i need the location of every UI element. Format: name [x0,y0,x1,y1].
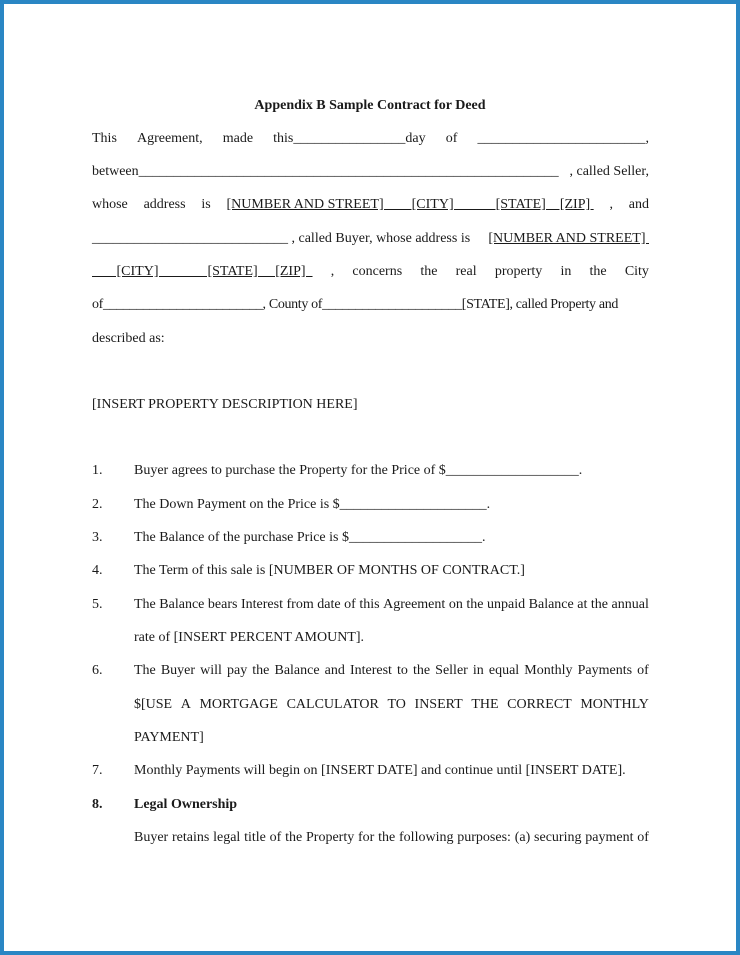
item-number: 2. [92,497,103,512]
item-payment-dates: Monthly Payments will begin on [INSERT DATE] and continue until [INSERT DATE]. [134,763,626,778]
word: of [637,663,649,678]
intro-line-1 [92,131,649,147]
intro-line-3 [92,197,649,213]
word: for [358,830,375,845]
word: MORTGAGE [199,697,278,712]
word: the [420,264,438,279]
word: CALCULATOR [286,697,379,712]
word: the [412,663,431,678]
word: , [609,197,613,212]
word: ____________________________ , called Buyer, whose address is [92,231,471,246]
word: Agreement, [136,131,203,146]
word: the [378,830,396,845]
word: whose [92,197,128,212]
word: MONTHLY [580,697,649,712]
word: The [134,597,156,612]
word: to [397,663,408,678]
word: will [200,663,222,678]
word: of [269,830,282,845]
word: bears [207,597,238,612]
word: (a) [514,830,531,845]
property-description: [INSERT PROPERTY DESCRIPTION HERE] [92,397,358,412]
word: this [359,597,380,612]
item-down-payment: The Down Payment on the Price is $_____________________. [134,497,491,512]
word: Buyer [160,663,196,678]
word: address [143,197,186,212]
word: the [590,597,609,612]
item-number: 5. [92,597,103,612]
word: property [494,264,543,279]
item-number: 1. [92,463,103,478]
word: Agreement [383,597,446,612]
intro-line-6: of________________________, County of_____________________[STATE], called Property and [92,297,619,312]
item-number: 3. [92,530,103,545]
word: TO [387,697,406,712]
word: securing [534,830,582,845]
word: on [448,597,463,612]
word: this________________day [273,131,426,146]
item-payments-line-1 [134,663,649,679]
word: , [330,264,335,279]
word: of [637,830,649,845]
word: of [344,597,356,612]
word: between____________________________________________________________ [92,164,559,179]
word: A [180,697,191,712]
word: equal [488,663,520,678]
word: real [455,264,477,279]
word: made [222,131,254,146]
word: This [92,131,117,146]
word: is [201,197,211,212]
item-price: Buyer agrees to purchase the Property for the Price of $___________________. [134,463,583,478]
intro-line-2 [92,164,649,180]
word: following [399,830,454,845]
word: the [466,597,484,612]
document-page [5,5,735,950]
word: ________________________, [477,131,649,146]
word: THE [471,697,499,712]
buyer-address-field: [NUMBER AND STREET] [488,231,649,246]
word: annual [611,597,649,612]
word: The [134,663,156,678]
word: Seller [435,663,468,678]
item-interest-line-2: rate of [INSERT PERCENT AMOUNT]. [134,630,365,645]
word: pay [227,663,248,678]
item-term: The Term of this sale is [NUMBER OF MONTHS OF CONTRACT.] [134,563,525,578]
word: retains [172,830,210,845]
word: legal [213,830,241,845]
word: Monthly [524,663,573,678]
intro-line-4 [92,231,649,247]
word: from [286,597,314,612]
word: in [560,264,572,279]
word: and [628,197,649,212]
word: $[USE [134,697,173,712]
word: payment [585,830,634,845]
word: and [324,663,345,678]
word: in [472,663,484,678]
word: unpaid [487,597,526,612]
item-number: 4. [92,563,103,578]
word: Balance [528,597,574,612]
word: Payments [577,663,633,678]
word: Buyer [134,830,169,845]
word: CORRECT [507,697,572,712]
document-title: Appendix B Sample Contract for Deed [254,98,486,113]
word: the [285,830,303,845]
item-number: 8. [92,797,103,812]
word: purposes: [457,830,511,845]
item-number: 7. [92,763,103,778]
word: Interest [349,663,392,678]
word: the [252,663,270,678]
ownership-paragraph-line-1 [134,830,649,846]
seller-address-field: [NUMBER AND STREET] [CITY] [STATE] [ZIP] [226,197,594,212]
word: the [589,264,607,279]
item-balance: The Balance of the purchase Price is $___________________. [134,530,486,545]
word: , called Seller, [569,164,649,179]
item-number: 6. [92,663,103,678]
intro-line-5 [92,264,649,280]
word: INSERT [414,697,463,712]
word: concerns [352,264,403,279]
word: Interest [241,597,283,612]
word: City [624,264,649,279]
item-payments-line-3: PAYMENT] [134,730,204,745]
item-interest-line-1 [134,597,649,613]
word: Balance [159,597,205,612]
section-heading-legal-ownership: Legal Ownership [134,797,238,812]
word: Balance [274,663,320,678]
word: date [317,597,341,612]
word: at [577,597,588,612]
word: Property [306,830,355,845]
item-payments-line-2 [134,697,649,713]
word: of [445,131,458,146]
buyer-city-state-zip-field: [CITY] [STATE] [ZIP] [92,264,313,279]
intro-line-7: described as: [92,331,165,346]
word: title [244,830,266,845]
